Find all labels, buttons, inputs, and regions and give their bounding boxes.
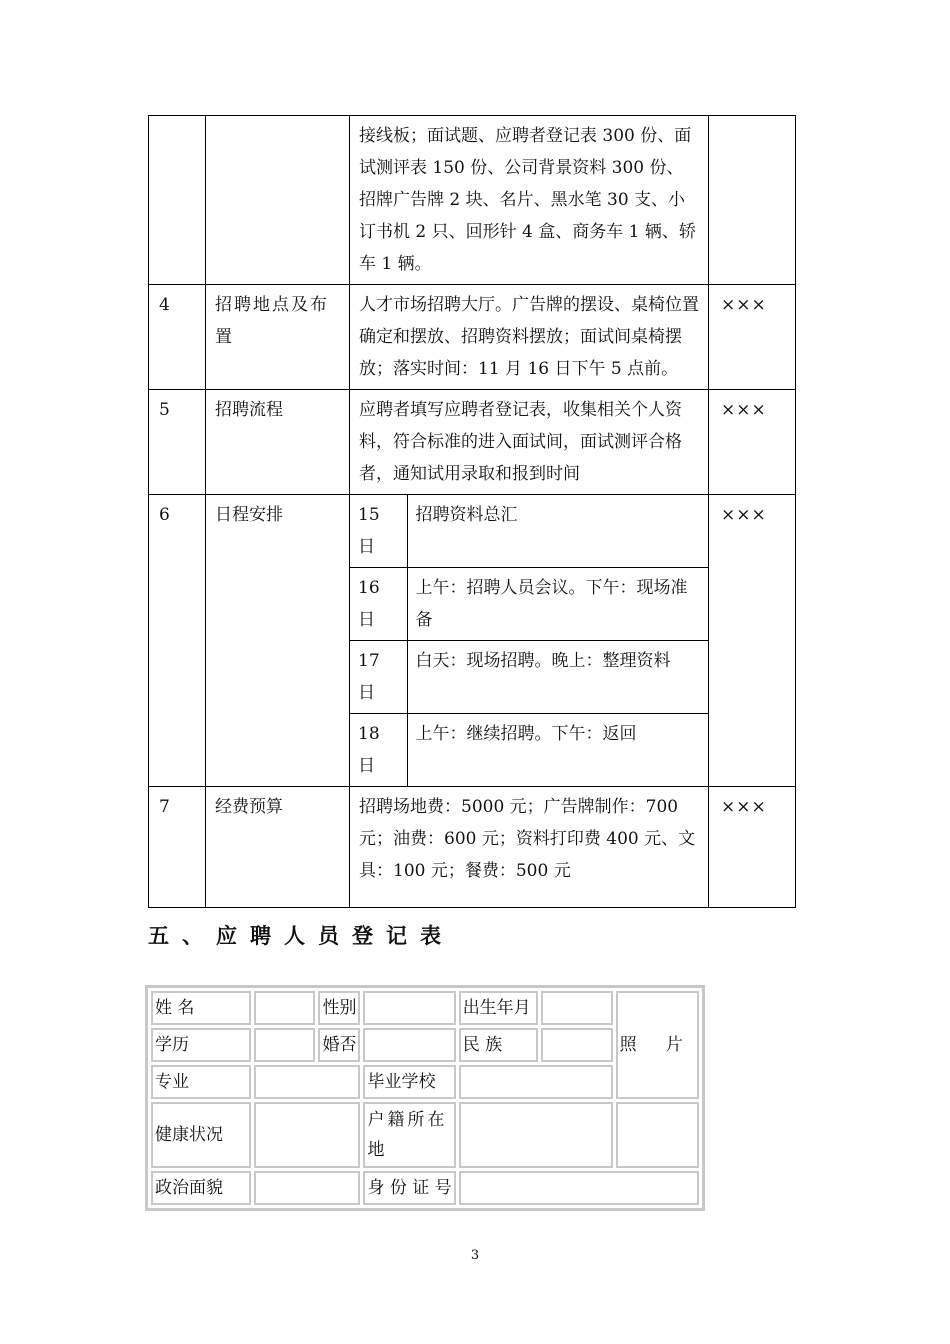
item-cell: 招聘流程 [206,390,350,495]
content-cell: 招聘场地费：5000 元；广告牌制作：700 元；油费：600 元；资料打印费 400 元、文具：100 元；餐费：500 元 [350,787,709,908]
item-cell: 经费预算 [206,787,350,908]
schedule-row [350,714,708,787]
id-label: 身 份 证 号 [363,1171,455,1205]
applicant-registration-form [145,985,705,1211]
section-title: 五、应聘人员登记表 [148,924,454,948]
item-cell [206,116,350,285]
household-extra-field[interactable] [616,1102,699,1168]
schedule-task: 白天：现场招聘。晚上：整理资料 [407,641,708,714]
marital-label: 婚否 [318,1028,360,1062]
major-label: 专业 [151,1065,251,1099]
birth-label: 出生年月 [459,991,538,1025]
person-cell [709,116,796,285]
table-row [149,116,796,285]
schedule-row [350,641,708,714]
table-row [149,787,796,908]
school-field[interactable] [459,1065,613,1099]
ethnicity-field[interactable] [541,1028,613,1062]
person-cell: ××× [709,285,796,390]
row-number-cell: 4 [149,285,206,390]
content-cell: 人才市场招聘大厅。广告牌的摆设、桌椅位置确定和摆放、招聘资料摆放；面试间桌椅摆放；落实时间：11 月 16 日下午 5 点前。 [350,285,709,390]
photo-cell[interactable]: 照 片 [616,991,699,1099]
household-label: 户籍所在地 [363,1102,455,1168]
education-label: 学历 [151,1028,251,1062]
schedule-task: 招聘资料总汇 [407,495,708,568]
schedule-task: 上午：招聘人员会议。下午：现场准备 [407,568,708,641]
education-field[interactable] [254,1028,316,1062]
form-row [151,1171,699,1205]
schedule-cell [350,495,709,787]
schedule-task: 上午：继续招聘。下午：返回 [407,714,708,787]
row-number-cell: 6 [149,495,206,787]
table-row [149,495,796,787]
person-cell: ××× [709,787,796,908]
person-cell: ××× [709,390,796,495]
table-row [149,390,796,495]
id-field[interactable] [459,1171,699,1205]
major-field[interactable] [254,1065,361,1099]
health-label: 健康状况 [151,1102,251,1168]
schedule-table [350,495,708,786]
content-cell: 接线板；面试题、应聘者登记表 300 份、面试测评表 150 份、公司背景资料 300 份、招牌广告牌 2 块、名片、黑水笔 30 支、小订书机 2 只、回形针 4 盒、商务车 1 辆、轿车 1 辆。 [350,116,709,285]
gender-field[interactable] [363,991,455,1025]
schedule-day: 15 日 [350,495,407,568]
political-field[interactable] [254,1171,361,1205]
schedule-day: 18 日 [350,714,407,787]
item-cell: 招聘地点及布置 [206,285,350,390]
birth-field[interactable] [541,991,613,1025]
health-field[interactable] [254,1102,361,1168]
ethnicity-label: 民 族 [459,1028,538,1062]
form-row [151,1102,699,1168]
name-field[interactable] [254,991,316,1025]
row-number-cell: 5 [149,390,206,495]
row-number-cell: 7 [149,787,206,908]
political-label: 政治面貌 [151,1171,251,1205]
gender-label: 性别 [318,991,360,1025]
row-number-cell [149,116,206,285]
item-cell: 日程安排 [206,495,350,787]
household-field[interactable] [459,1102,613,1168]
schedule-day: 16 日 [350,568,407,641]
content-cell: 应聘者填写应聘者登记表，收集相关个人资料，符合标准的进入面试间，面试测评合格者，通知试用录取和报到时间 [350,390,709,495]
school-label: 毕业学校 [363,1065,455,1099]
person-cell: ××× [709,495,796,787]
name-label: 姓 名 [151,991,251,1025]
schedule-row [350,568,708,641]
schedule-row [350,495,708,568]
form-row [151,991,699,1025]
recruitment-plan-table [148,115,796,908]
marital-field[interactable] [363,1028,455,1062]
page-number: 3 [470,1248,480,1263]
table-row [149,285,796,390]
schedule-day: 17 日 [350,641,407,714]
